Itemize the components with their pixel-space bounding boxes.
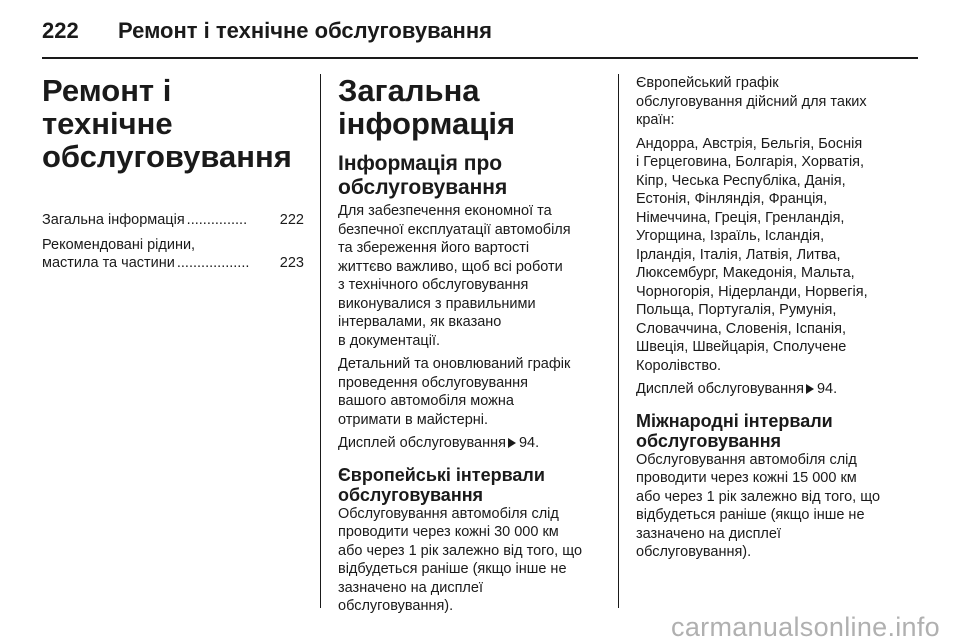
reference-page: 94. — [816, 381, 838, 397]
international-intervals-heading: Міжнародні інтервали обслуговування — [636, 410, 833, 451]
section-title: Загальна інформація — [338, 73, 516, 141]
page-number: 222 — [42, 18, 79, 43]
page-header — [0, 0, 960, 60]
chapter-column — [42, 74, 304, 273]
header-rule — [42, 57, 918, 59]
european-intervals-heading: Європейські інтервали обслуговування — [338, 464, 545, 505]
reference-label: Дисплей обслуговування — [338, 435, 506, 451]
toc-entry[interactable] — [42, 254, 304, 273]
chapter-title: Ремонт і технічне обслуговування — [42, 73, 292, 174]
subsection-title: Інформація про обслуговування — [338, 152, 508, 199]
toc-entry-page: 223 — [279, 255, 304, 271]
toc-entry-label-line1: Рекомендовані рідини, — [42, 236, 196, 253]
general-info-column — [338, 74, 606, 616]
running-title: Ремонт і технічне обслуговування — [118, 18, 492, 43]
toc-entry-label: Загальна інформація — [42, 212, 185, 228]
watermark: carmanualsonline.info — [671, 612, 940, 642]
toc-leader: ............... — [186, 212, 248, 228]
toc-entry[interactable] — [42, 211, 304, 230]
countries-column — [636, 74, 918, 562]
page-reference-arrow-icon — [806, 384, 814, 394]
column-divider — [618, 74, 619, 608]
toc-leader: .................. — [176, 255, 250, 271]
toc-entry-page: 222 — [279, 212, 304, 228]
paragraph: Європейський графік обслуговування дійсний для таких країн: — [636, 75, 867, 128]
reference-page: 94. — [518, 435, 540, 451]
country-list: Андорра, Австрія, Бельгія, Боснія і Герцеговина, Болгарія, Хорватія, Кіпр, Чеська Республіка, Данія, Естонія, Фінляндія, Франція, Німеччина, Греція, Гренландія, Угорщина, Ізраїль, Ісландія, Ірландія, Італія, Латвія, Литва, Люксембург, Македонія, Мальта, Чорногорія, Нідерланди, Норвегія, Польща, Португалія, Румунія, Словаччина, Словенія, Іспанія, Швеція, Швейцарія, Сполучене Королівство. — [636, 135, 868, 374]
toc-entry-label: мастила та частини — [42, 255, 175, 271]
column-divider — [320, 74, 321, 608]
page-reference-arrow-icon — [508, 438, 516, 448]
cross-reference[interactable] — [636, 380, 918, 399]
paragraph: Обслуговування автомобіля слід проводити через кожні 30 000 км або через 1 рік залежно від того, що відбудеться раніше (якщо інше не зазначено на дисплеї обслуговування). — [338, 505, 583, 614]
cross-reference[interactable] — [338, 434, 606, 453]
paragraph: Для забезпечення економної та безпечної експлуатації автомобіля та збереження його вартості життєво важливо, щоб всі роботи з технічного обслуговування виконувалися з правильними інтервалами, як вказано в документації. — [338, 203, 571, 349]
paragraph: Детальний та оновлюваний графік проведення обслуговування вашого автомобіля можна отримати в майстерні. — [338, 356, 571, 428]
paragraph: Обслуговування автомобіля слід проводити через кожні 15 000 км або через 1 рік залежно від того, що відбудеться раніше (якщо інше не зазначено на дисплеї обслуговування). — [636, 451, 881, 560]
reference-label: Дисплей обслуговування — [636, 381, 804, 397]
